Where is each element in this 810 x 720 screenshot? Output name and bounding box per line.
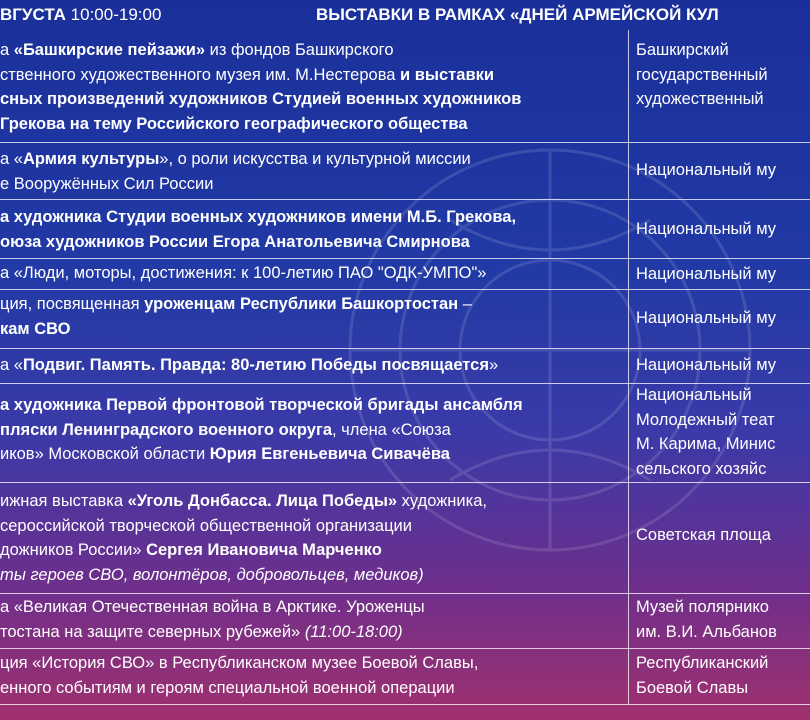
exhibition-description (0, 261, 624, 286)
exhibition-description (0, 393, 624, 467)
text-segment: сных произведений художников Студией военных художников (0, 90, 522, 108)
description-line (0, 620, 624, 645)
schedule-header (0, 0, 810, 30)
venue-line: Национальный му (636, 309, 777, 327)
description-line (0, 514, 624, 539)
column-divider (628, 383, 629, 482)
exhibition-venue (636, 158, 810, 183)
venue-line: государственный (636, 65, 768, 84)
header-date: ВГУСТА 10:00-19:00 (0, 5, 162, 24)
table-row (0, 593, 810, 649)
exhibition-venue (636, 651, 810, 700)
venue-line: Музей полярнико (636, 598, 769, 616)
column-divider (628, 142, 629, 199)
text-segment: «Уголь Донбасса. Лица Победы» (127, 492, 398, 510)
venue-line: Национальный му (636, 161, 777, 179)
text-segment: дожников России» (0, 541, 147, 559)
column-divider (628, 30, 629, 142)
exhibition-venue (636, 217, 810, 242)
exhibition-description (0, 651, 624, 700)
text-segment: кам СВО (0, 319, 71, 338)
exhibition-description (0, 147, 624, 196)
venue-line: Советская площа (636, 526, 771, 544)
venue-line: Башкирский (636, 41, 729, 59)
table-row (0, 30, 810, 143)
text-segment: ижная выставка (0, 492, 128, 510)
table-row (0, 482, 810, 594)
text-segment: и выставки (400, 65, 494, 84)
description-line (0, 563, 624, 588)
venue-line: им. В.И. Альбанов (636, 622, 777, 641)
table-row (0, 289, 810, 349)
text-segment: Сергея Ивановича Марченко (146, 541, 382, 559)
column-divider (628, 289, 629, 348)
text-segment: пляски Ленинградского военного округа (0, 420, 332, 439)
exhibition-description (0, 353, 624, 378)
text-segment: а художника Первой фронтовой творческой бригады ансамбля (0, 396, 523, 414)
table-row (0, 648, 810, 705)
venue-line: Республиканский (636, 654, 769, 672)
exhibition-venue (636, 353, 810, 378)
description-line (0, 172, 624, 197)
text-segment: », о роли искусства и культурной миссии (159, 150, 471, 168)
description-line (0, 147, 624, 172)
text-segment: а « (0, 150, 23, 168)
venue-line: Национальный му (636, 220, 777, 238)
exhibition-description (0, 38, 624, 136)
exhibition-description (0, 205, 624, 254)
exhibition-description (0, 595, 624, 644)
column-divider (628, 593, 629, 648)
description-line (0, 87, 624, 112)
text-segment: а « (0, 356, 23, 374)
text-segment: «Башкирские пейзажи» (13, 41, 206, 59)
description-line (0, 112, 624, 137)
column-divider (628, 482, 629, 593)
description-line (0, 261, 624, 286)
text-segment: Подвиг. Память. Правда: 80-летию Победы посвящается (22, 356, 489, 374)
venue-line: Национальный му (636, 265, 777, 283)
text-segment: а (0, 41, 14, 59)
text-segment: Грекова на тему Российского географического общества (0, 114, 468, 133)
text-segment: – (458, 295, 472, 313)
description-line (0, 317, 624, 342)
exhibition-venue (636, 383, 810, 481)
column-divider (628, 648, 629, 704)
description-line (0, 595, 624, 620)
text-segment: Юрия Евгеньевича Сивачёва (209, 445, 450, 463)
text-segment: ты героев СВО, волонтёров, добровольцев, медиков) (0, 565, 424, 584)
table-row (0, 348, 810, 384)
text-segment: из фондов Башкирского (205, 41, 394, 59)
venue-line: Боевой Славы (636, 678, 749, 697)
text-segment: » (488, 356, 499, 374)
text-segment: Армия культуры (22, 150, 160, 168)
header-time: 10:00-19:00 (70, 5, 162, 24)
text-segment: ция, посвященная (0, 295, 145, 313)
description-line (0, 651, 624, 676)
table-row (0, 142, 810, 200)
description-line (0, 205, 624, 230)
text-segment: енного событиям и героям специальной военной операции (0, 678, 455, 697)
description-line (0, 538, 624, 563)
venue-line: Национальный му (636, 356, 777, 374)
description-line (0, 353, 624, 378)
venue-line: сельского хозяйс (636, 459, 767, 478)
exhibition-venue (636, 262, 810, 287)
venue-line: Молодежный теат (636, 410, 775, 429)
venue-line: Национальный (636, 386, 752, 404)
text-segment: уроженцам Республики Башкортостан (144, 295, 459, 313)
exhibition-description (0, 292, 624, 341)
exhibition-venue (636, 38, 810, 112)
description-line (0, 442, 624, 467)
description-line (0, 418, 624, 443)
exhibition-venue (636, 523, 810, 548)
column-divider (628, 348, 629, 383)
exhibition-description (0, 489, 624, 587)
text-segment: е Вооружённых Сил России (0, 174, 214, 193)
text-segment: а художника Студии военных художников имени М.Б. Грекова, (0, 208, 517, 226)
header-title: ВЫСТАВКИ В РАМКАХ «ДНЕЙ АРМЕЙСКОЙ КУЛ (316, 5, 719, 24)
description-line (0, 489, 624, 514)
exhibition-venue (636, 306, 810, 331)
text-segment: а «Великая Отечественная война в Арктике. Уроженцы (0, 598, 425, 616)
description-line (0, 63, 624, 88)
text-segment: сероссийской творческой общественной организации (0, 516, 412, 535)
venue-line: М. Карима, Минис (636, 435, 776, 453)
description-line (0, 38, 624, 63)
text-segment: (11:00-18:00) (304, 622, 403, 641)
column-divider (628, 258, 629, 289)
table-row (0, 258, 810, 290)
description-line (0, 230, 624, 255)
column-divider (628, 199, 629, 258)
text-segment: оюза художников России Егора Анатольевича Смирнова (0, 232, 470, 251)
exhibition-venue (636, 595, 810, 644)
venue-line: художественный (636, 90, 764, 108)
text-segment: художника, (397, 492, 487, 510)
text-segment: иков» Московской области (0, 445, 210, 463)
text-segment: а «Люди, моторы, достижения: к 100-летию ПАО "ОДК-УМПО"» (0, 264, 487, 282)
description-line (0, 292, 624, 317)
table-row (0, 383, 810, 483)
text-segment: , члена «Союза (332, 420, 451, 439)
table-row (0, 199, 810, 259)
description-line (0, 676, 624, 701)
description-line (0, 393, 624, 418)
text-segment: ция «История СВО» в Республиканском музее Боевой Славы, (0, 654, 479, 672)
text-segment: ственного художественного музея им. М.Нестерова (0, 65, 401, 84)
text-segment: тостана на защите северных рубежей» (0, 622, 305, 641)
